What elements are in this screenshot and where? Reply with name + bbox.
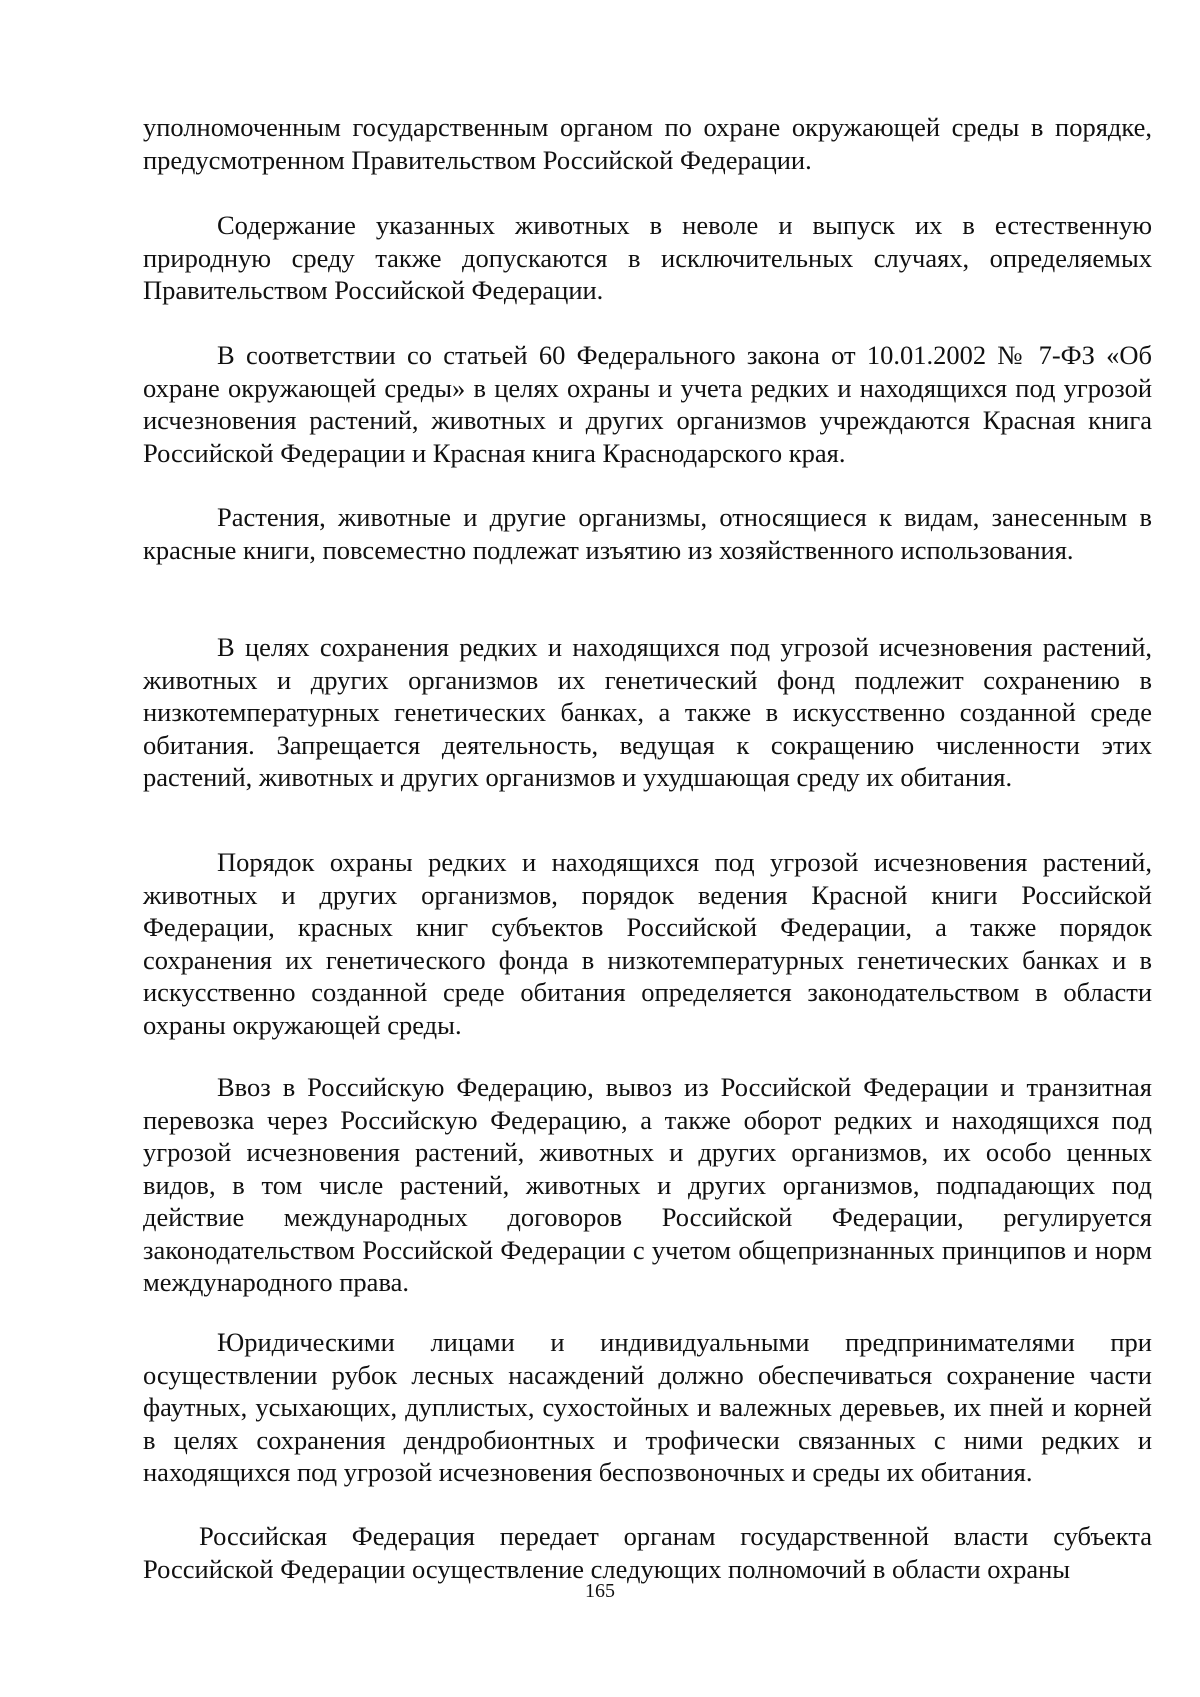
- paragraph-genetic-fund: В целях сохранения редких и находящихся под угрозой исчезновения растений, животных и других организмов их генетический фонд подлежит сохранению в низкотемпературных генетических банках, а также в искусственно созданной среде обитания. Запрещается деятельность, ведущая к сокращению численности этих растений, животных и других организмов и ухудшающая среду их обитания.: [143, 632, 1152, 792]
- paragraph-continuation: уполномоченным государственным органом по охране окружающей среды в порядке, предусмотренном Правительством Российской Федерации.: [143, 112, 1152, 175]
- paragraph-import-export: Ввоз в Российскую Федерацию, вывоз из Российской Федерации и транзитная перевозка через Российскую Федерацию, а также оборот редких и находящихся под угрозой исчезновения растений, животных и других организмов, их особо ценных видов, в том числе растений, животных и других организмов, подпадающих под действие международных договоров Российской Федерации, регулируется законодательством Российской Федерации с учетом общепризнанных принципов и норм международного права.: [143, 1072, 1152, 1297]
- paragraph-captivity: Содержание указанных животных в неволе и выпуск их в естественную природную среду также допускаются в исключительных случаях, определяемых Правительством Российской Федерации.: [143, 210, 1152, 305]
- page-number: 165: [585, 1580, 615, 1602]
- paragraph-protection-order: Порядок охраны редких и находящихся под угрозой исчезновения растений, животных и других организмов, порядок ведения Красной книги Российской Федерации, красных книг субъектов Российской Федерации, а также порядок сохранения их генетического фонда в низкотемпературных генетических банках и в искусственно созданной среде обитания определяется законодательством в области охраны окружающей среды.: [143, 847, 1152, 1040]
- paragraph-article-60: В соответствии со статьей 60 Федерального закона от 10.01.2002 № 7-ФЗ «Об охране окружающей среды» в целях охраны и учета редких и находящихся под угрозой исчезновения растений, животных и других организмов учреждаются Красная книга Российской Федерации и Красная книга Краснодарского края.: [143, 340, 1152, 468]
- paragraph-red-books: Растения, животные и другие организмы, относящиеся к видам, занесенным в красные книги, повсеместно подлежат изъятию из хозяйственного использования.: [143, 502, 1152, 565]
- paragraph-powers-transfer: Российская Федерация передает органам государственной власти субъекта Российской Федерации осуществление следующих полномочий в области охраны: [143, 1521, 1152, 1584]
- paragraph-logging: Юридическими лицами и индивидуальными предпринимателями при осуществлении рубок лесных насаждений должно обеспечиваться сохранение части фаутных, усыхающих, дуплистых, сухостойных и валежных деревьев, их пней и корней в целях сохранения дендробионтных и трофически связанных с ними редких и находящихся под угрозой исчезновения беспозвоночных и среды их обитания.: [143, 1327, 1152, 1487]
